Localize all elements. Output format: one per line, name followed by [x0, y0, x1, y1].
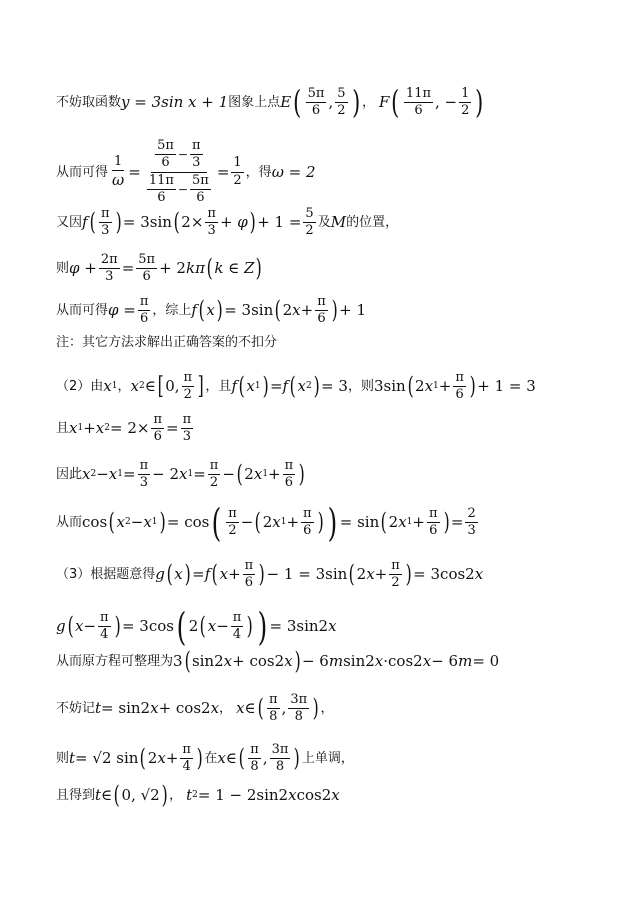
line-8: 且 x 1 + x 2 = 2× $\frac{\pi}{6}$ = $\frac{\pi}{3}$ [56, 412, 192, 445]
line-15: 则 t = √2 sin ( 2 x + $\frac{\pi}{4}$ ) 在 x ∈ ( $\frac{\pi}{8}$ , $\frac{3\pi}{8}$ ) 上单调， [56, 742, 354, 775]
line-14: 不妨记 t = sin2 x + cos2 x ， x ∈ ( $\frac{\pi}{8}$ , $\frac{3\pi}{8}$ ) ， [56, 692, 334, 725]
line-4: 则 φ + $\frac{2\pi}{3}$ = $\frac{5\pi}{6}$ + 2 kπ ( k ∈ Z ) [56, 252, 263, 285]
line-3: 又因 f ( $\frac{\pi}{3}$ ) = 3sin ( 2× $\frac{\pi}{3}$ + φ ) + 1 = $\frac{5}{2}$ 及 M 的位置， [56, 206, 399, 239]
line-9: 因此 x 2 − x 1 = $\frac{\pi}{3}$ − 2 x 1 = $\frac{\pi}{2}$ − ( 2 x 1 + $\frac{\pi}{6}$ ) [56, 458, 305, 491]
line-7: （2）由 x 1 ， x 2 ∈ [ 0, $\frac{\pi}{2}$ ] ，且 f ( x 1 ) = f ( x 2 ) = 3 ，则 3sin ( 2 x 1 + $\frac{\pi}{6}$ ) + 1 = 3 [56, 370, 536, 403]
line-1: 不妨取函数 y = 3sin x + 1 图象上点 E ( $\frac{5\pi}{6}$ , $\frac{5}{2}$ ) ， F ( $\frac{11\pi}{6}$ , − $\frac{1}{2}$ ) [56, 82, 484, 121]
line-2: 从而可得 $\frac{1}{\omega}$ = $\frac{5\pi}{6}$ − $\frac{\pi}{3}$ $\frac{11\pi}{6}$ − $\frac{5\pi}{6}$ = $\frac{1}{2}$ ，得 ω = 2 [56, 138, 316, 205]
line-13: 从而原方程可整理为 3 ( sin2 x + cos2 x ) − 6 m sin2 x ·cos2 x − 6 m = 0 [56, 647, 500, 675]
line-11: （3）根据题意得 g ( x ) = f ( x + $\frac{\pi}{6}$ ) − 1 = 3sin ( 2 x + $\frac{\pi}{2}$ ) = 3cos2 x [56, 558, 484, 591]
line-5: 从而可得 φ = $\frac{\pi}{6}$ ，综上 f ( x ) = 3sin ( 2 x + $\frac{\pi}{6}$ ) + 1 [56, 294, 367, 327]
line-16: 且得到 t ∈ ( 0, √2 ) ， t 2 = 1 − 2sin2 x cos2 x [56, 781, 340, 809]
line-12: g ( x − $\frac{\pi}{4}$ ) = 3cos ( 2 ( x − $\frac{\pi}{4}$ ) ) = 3sin2 x [56, 604, 337, 649]
line-6-note: 注：其它方法求解出正确答案的不扣分 [56, 335, 278, 350]
line-10: 从而 cos ( x 2 − x 1 ) = cos ( $\frac{\pi}{2}$ − ( 2 x 1 + $\frac{\pi}{6}$ ) ) = sin ( 2 x 1 + $\frac{\pi}{6}$ ) = $\frac{2}{3}$ [56, 500, 476, 545]
